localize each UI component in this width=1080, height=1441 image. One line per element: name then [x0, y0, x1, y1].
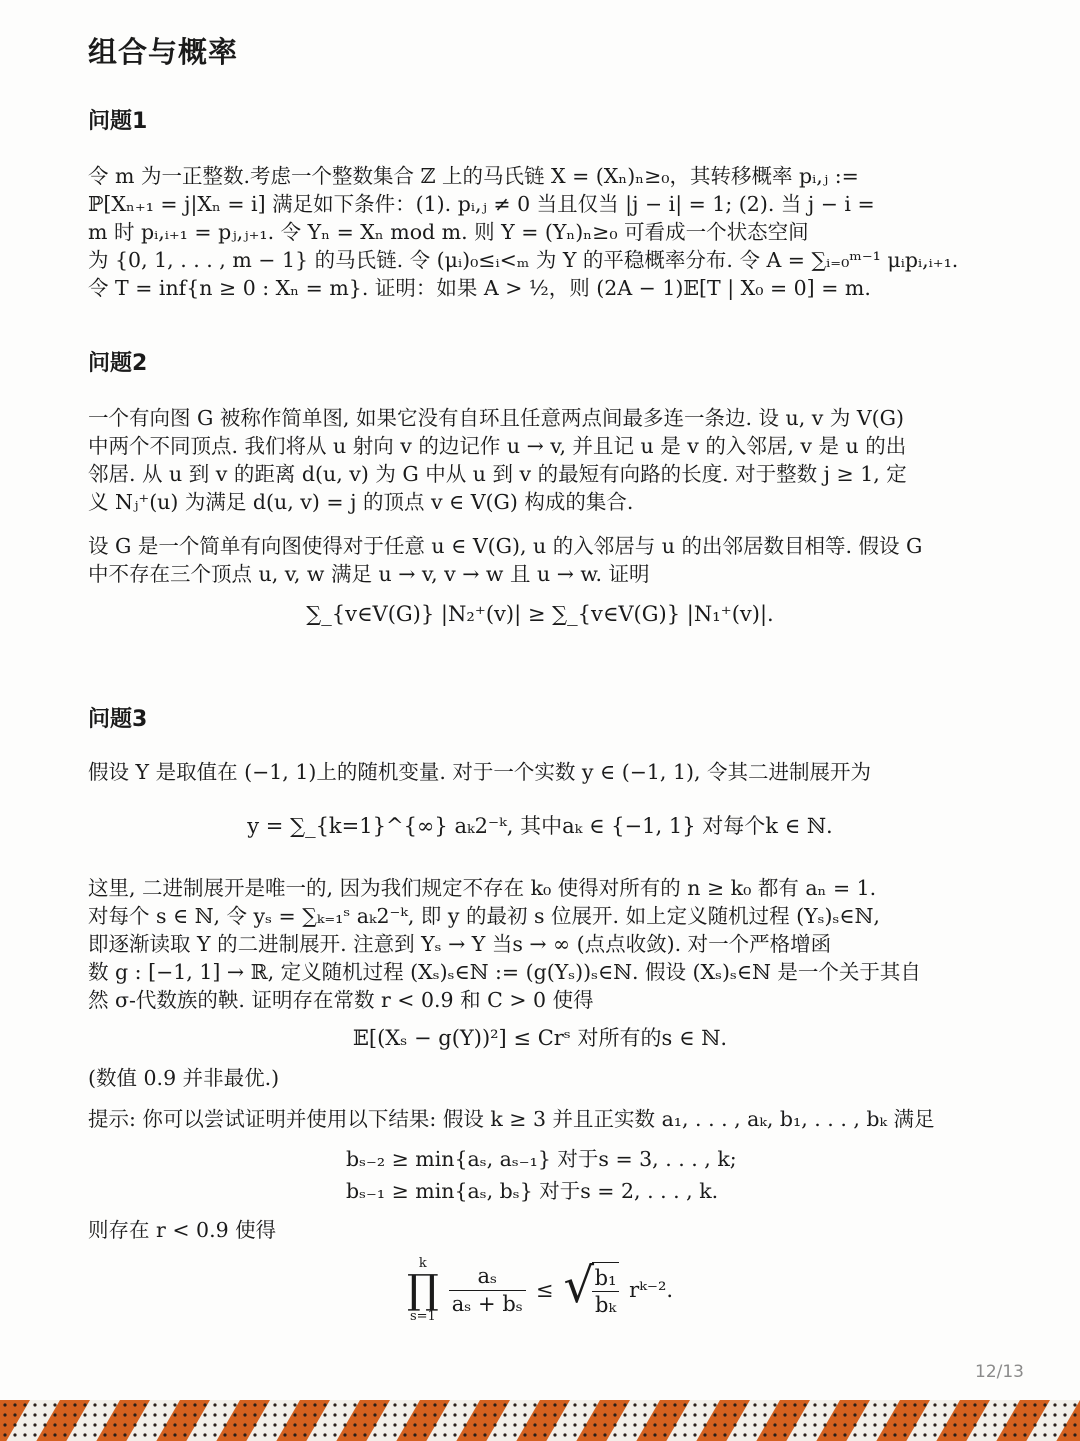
text-line: 为 {0, 1, . . . , m − 1} 的马氏链. 令 (μᵢ)₀≤ᵢ<ₘ 为 Y 的平稳概率分布. 令 A = ∑ᵢ₌₀ᵐ⁻¹ μᵢpᵢ,ᵢ₊₁.	[88, 248, 959, 272]
text-line: 提示: 你可以尝试证明并使用以下结果: 假设 k ≥ 3 并且正实数 a₁, . . . , aₖ, b₁, . . . , bₖ 满足	[88, 1107, 935, 1131]
text-line: 数 g : [−1, 1] → ℝ, 定义随机过程 (Xₛ)ₛ∈ℕ := (g(Yₛ))ₛ∈ℕ. 假设 (Xₛ)ₛ∈ℕ 是一个关于其自	[88, 960, 921, 984]
product-lower-limit: s=1	[409, 1309, 436, 1324]
condition-line: bₛ₋₂ ≥ min{aₛ, aₛ₋₁} 对于s = 3, . . . , k;	[346, 1147, 737, 1171]
problem3-final-equation	[0, 1250, 1080, 1330]
problem3-bound-equation: 𝔼[(Xₛ − g(Y))²] ≤ Crˢ 对所有的s ∈ ℕ.	[352, 1026, 728, 1050]
decorative-border	[0, 1400, 1080, 1441]
problem3-expansion-equation: y = ∑_{k=1}^{∞} aₖ2⁻ᵏ, 其中aₖ ∈ {−1, 1} 对每个k ∈ ℕ.	[247, 814, 833, 838]
fraction-denominator: aₛ + bₛ	[449, 1290, 526, 1317]
fraction-numerator: aₛ	[477, 1264, 498, 1289]
problem1-text	[88, 162, 983, 302]
problem3-conclusion-intro	[88, 1216, 983, 1244]
sqrt-numerator: b₁	[594, 1265, 617, 1290]
text-line: 邻居. 从 u 到 v 的距离 d(u, v) 为 G 中从 u 到 v 的最短有向路的长度. 对于整数 j ≥ 1, 定	[88, 462, 907, 486]
problem2-paragraph-1	[88, 404, 983, 516]
text-line: 一个有向图 G 被称作简单图, 如果它没有自环且任意两点间最多连一条边. 设 u, v 为 V(G)	[88, 406, 905, 430]
page-number: 12/13	[975, 1362, 1024, 1382]
text-line: m 时 pᵢ,ᵢ₊₁ = pⱼ,ⱼ₊₁. 令 Yₙ = Xₙ mod m. 则 Y = (Yₙ)ₙ≥₀ 可看成一个状态空间	[88, 220, 809, 244]
text-line: 然 σ-代数族的鞅. 证明存在常数 r < 0.9 和 C > 0 使得	[88, 988, 594, 1012]
leq-symbol: ≤	[535, 1278, 554, 1302]
problem2-heading: 问题2	[88, 351, 148, 376]
text-line: 即逐渐读取 Y 的二进制展开. 注意到 Yₛ → Y 当s → ∞ (点点收敛). 对一个严格增函	[88, 932, 832, 956]
page-title: 组合与概率	[88, 35, 239, 69]
text-line: 对每个 s ∈ ℕ, 令 yₛ = ∑ₖ₌₁ˢ aₖ2⁻ᵏ, 即 y 的最初 s 位展开. 如上定义随机过程 (Yₛ)ₛ∈ℕ,	[88, 904, 880, 928]
problem3-hint	[88, 1105, 983, 1133]
problem2-paragraph-2	[88, 532, 983, 588]
problem3-conditions	[346, 1145, 946, 1205]
dot-layer	[0, 1400, 1080, 1441]
text-line: 假设 Y 是取值在 (−1, 1)上的随机变量. 对于一个实数 y ∈ (−1, 1), 令其二进制展开为	[88, 760, 872, 784]
text-line: 令 m 为一正整数.考虑一个整数集合 ℤ 上的马氏链 X = (Xₙ)ₙ≥₀，其转移概率 pᵢ,ⱼ :=	[88, 164, 859, 188]
problem3-paragraph	[88, 874, 983, 1014]
power-tail: rᵏ⁻².	[629, 1278, 674, 1302]
text-line: 中不存在三个顶点 u, v, w 满足 u → v, v → w 且 u → w. 证明	[88, 562, 650, 586]
sqrt-denominator: bₖ	[592, 1291, 619, 1318]
text-line: 这里, 二进制展开是唯一的, 因为我们规定不存在 k₀ 使得对所有的 n ≥ k₀ 都有 aₙ = 1.	[88, 876, 877, 900]
problem3-remark	[88, 1064, 983, 1092]
text-line: 义 Nⱼ⁺(u) 为满足 d(u, v) = j 的顶点 v ∈ V(G) 构成的集合.	[88, 490, 634, 514]
problem3-heading: 问题3	[88, 707, 148, 732]
text-line: (数值 0.9 并非最优.)	[88, 1066, 280, 1090]
product-symbol: ∏	[406, 1267, 439, 1313]
text-line: 则存在 r < 0.9 使得	[88, 1218, 277, 1242]
text-line: ℙ[Xₙ₊₁ = j|Xₙ = i] 满足如下条件：(1). pᵢ,ⱼ ≠ 0 当且仅当 |j − i| = 1; (2). 当 j − i =	[88, 192, 875, 216]
condition-line: bₛ₋₁ ≥ min{aₛ, bₛ} 对于s = 2, . . . , k.	[346, 1179, 719, 1203]
sqrt-radical-icon: √	[563, 1257, 595, 1314]
text-line: 中两个不同顶点. 我们将从 u 射向 v 的边记作 u → v, 并且记 u 是 v 的入邻居, v 是 u 的出	[88, 434, 907, 458]
problem1-heading: 问题1	[88, 109, 148, 134]
problem2-equation: ∑_{v∈V(G)} |N₂⁺(v)| ≥ ∑_{v∈V(G)} |N₁⁺(v)|.	[306, 602, 774, 626]
text-line: 设 G 是一个简单有向图使得对于任意 u ∈ V(G), u 的入邻居与 u 的出邻居数目相等. 假设 G	[88, 534, 923, 558]
text-line: 令 T = inf{n ≥ 0 : Xₙ = m}. 证明：如果 A > ½，则 (2A − 1)𝔼[T | X₀ = 0] = m.	[88, 276, 871, 300]
problem3-intro	[88, 758, 983, 786]
product-upper-limit: k	[418, 1256, 427, 1271]
